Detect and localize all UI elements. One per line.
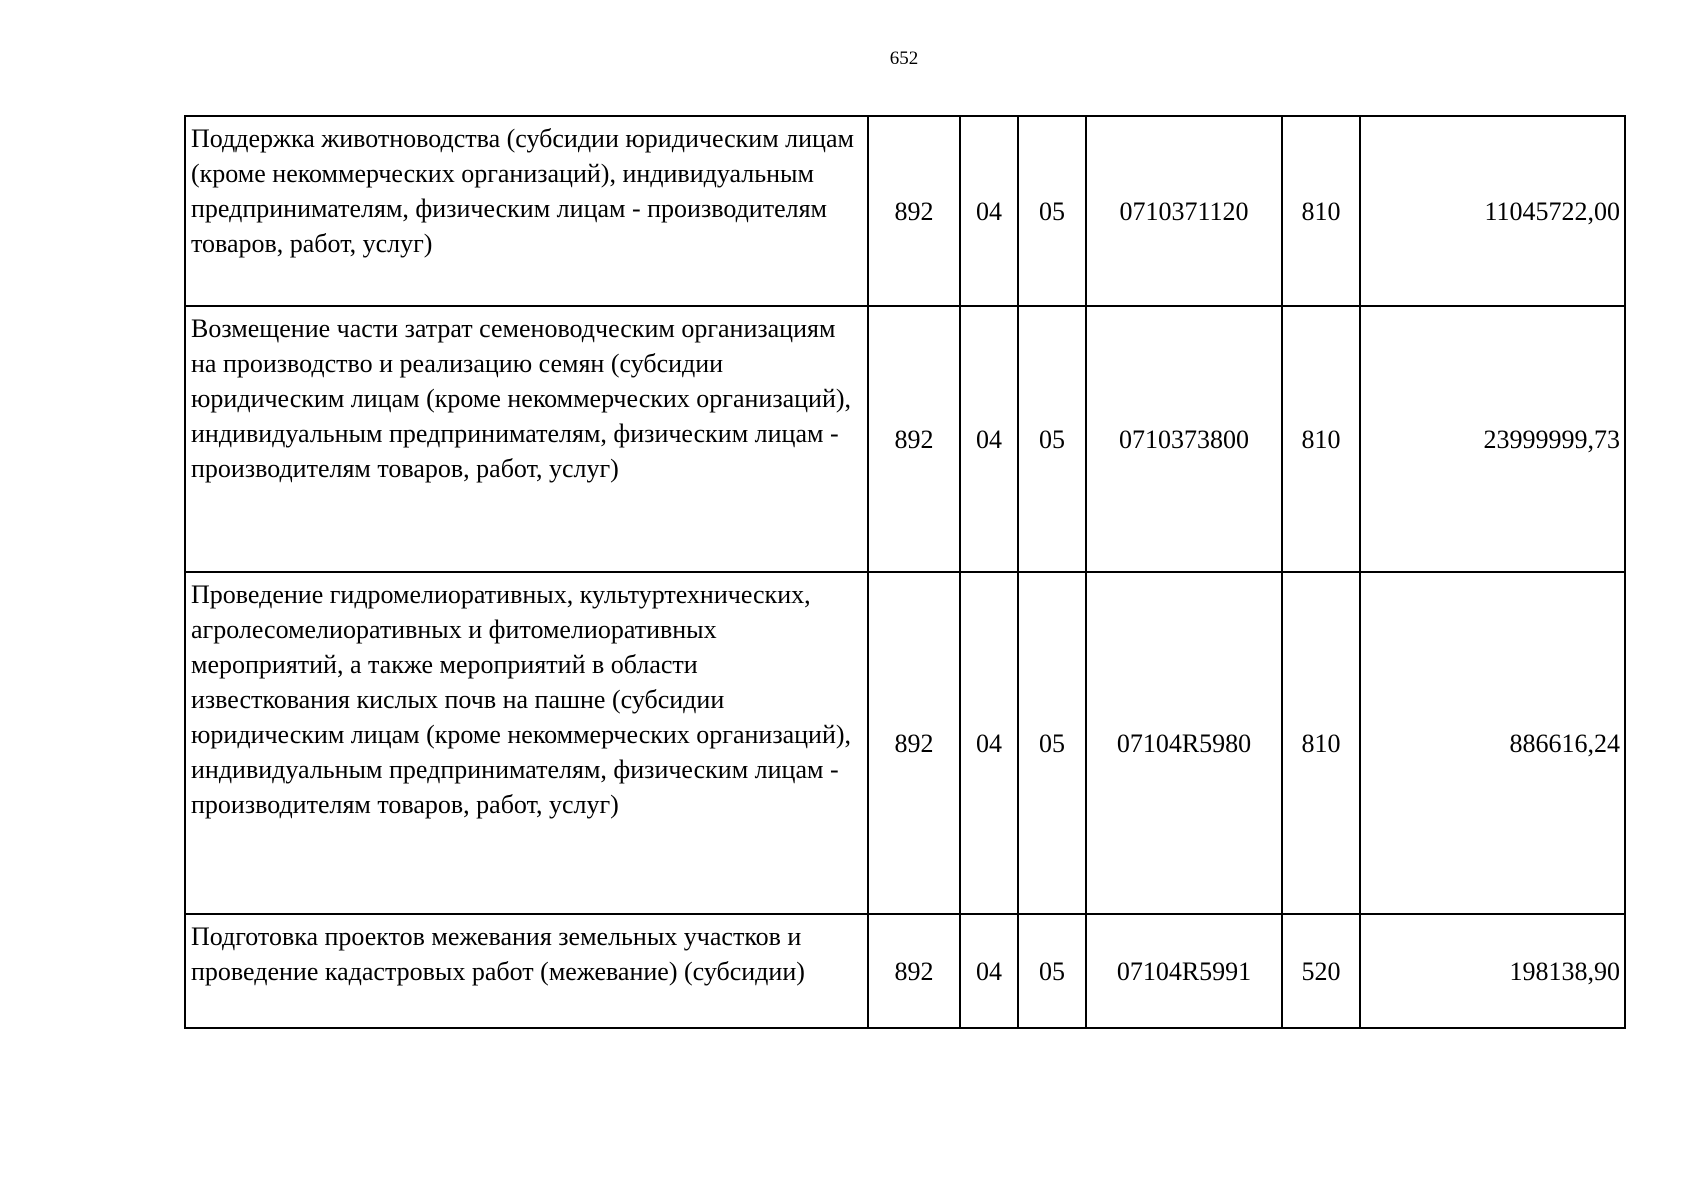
expense-type-code: 810 <box>1282 572 1360 914</box>
subsection-code: 05 <box>1018 116 1086 306</box>
table-row <box>185 572 1625 914</box>
section-code: 04 <box>960 914 1018 1028</box>
subsection-code: 05 <box>1018 572 1086 914</box>
expense-type-code: 810 <box>1282 306 1360 572</box>
target-article-code: 0710371120 <box>1086 116 1282 306</box>
section-code: 04 <box>960 116 1018 306</box>
target-article-code: 07104R5980 <box>1086 572 1282 914</box>
row-description: Поддержка животноводства (субсидии юридическим лицам (кроме некоммерческих организаций), индивидуальным предпринимателям, физическим лицам - производителям товаров, работ, услуг) <box>185 116 868 306</box>
grbs-code: 892 <box>868 306 960 572</box>
grbs-code: 892 <box>868 572 960 914</box>
table-row <box>185 306 1625 572</box>
grbs-code: 892 <box>868 914 960 1028</box>
row-description: Проведение гидромелиоративных, культуртехнических, агролесомелиоративных и фитомелиоративных мероприятий, а также мероприятий в области известкования кислых почв на пашне (субсидии юридическим лицам (кроме некоммерческих организаций), индивидуальным предпринимателям, физическим лицам - производителям товаров, работ, услуг) <box>185 572 868 914</box>
target-article-code: 0710373800 <box>1086 306 1282 572</box>
subsection-code: 05 <box>1018 306 1086 572</box>
amount: 23999999,73 <box>1360 306 1625 572</box>
budget-table <box>184 115 1626 1029</box>
page-number: 652 <box>889 48 919 69</box>
table-row <box>185 914 1625 1028</box>
amount: 198138,90 <box>1360 914 1625 1028</box>
expense-type-code: 520 <box>1282 914 1360 1028</box>
expense-type-code: 810 <box>1282 116 1360 306</box>
subsection-code: 05 <box>1018 914 1086 1028</box>
grbs-code: 892 <box>868 116 960 306</box>
section-code: 04 <box>960 306 1018 572</box>
row-description: Подготовка проектов межевания земельных участков и проведение кадастровых работ (межевание) (субсидии) <box>185 914 868 1028</box>
row-description: Возмещение части затрат семеноводческим организациям на производство и реализацию семян (субсидии юридическим лицам (кроме некоммерческих организаций), индивидуальным предпринимателям, физическим лицам - производителям товаров, работ, услуг) <box>185 306 868 572</box>
section-code: 04 <box>960 572 1018 914</box>
amount: 11045722,00 <box>1360 116 1625 306</box>
table-row <box>185 116 1625 306</box>
amount: 886616,24 <box>1360 572 1625 914</box>
target-article-code: 07104R5991 <box>1086 914 1282 1028</box>
